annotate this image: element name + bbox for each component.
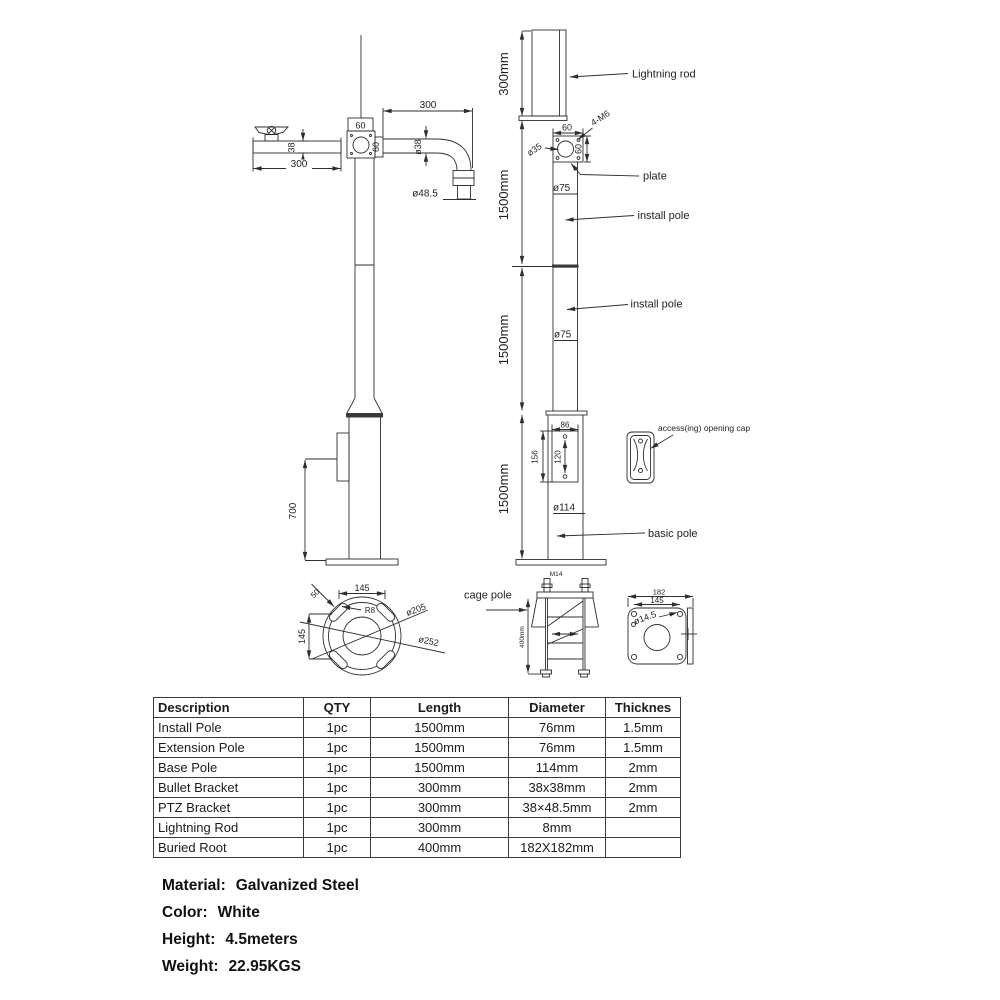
dim-d38: ø38 — [413, 139, 423, 155]
dim-d205: ø205 — [404, 601, 428, 618]
dim-1500-middle: 1500mm — [496, 314, 511, 366]
dim-d252: ø252 — [417, 634, 440, 649]
header-description: Description — [154, 698, 304, 718]
basic-pole-flange — [546, 411, 587, 415]
spec-weight-label: Weight: — [162, 958, 219, 975]
dim-d75-upper: ø75 — [553, 183, 571, 194]
cell-thickness: 2mm — [606, 798, 681, 818]
header-thickness: Thicknes — [606, 698, 681, 718]
cell-description: Base Pole — [154, 758, 304, 778]
dim-300-right: 300 — [419, 100, 437, 111]
cell-description: Lightning Rod — [154, 818, 304, 838]
product-specs — [162, 872, 359, 980]
dim-120: 120 — [553, 450, 563, 464]
spec-material-value: Galvanized Steel — [235, 877, 359, 894]
dim-700: 700 — [288, 502, 299, 520]
cell-qty: 1pc — [304, 758, 371, 778]
left-base-plate — [326, 559, 398, 565]
cell-description: PTZ Bracket — [154, 798, 304, 818]
dim-145-top: 145 — [354, 583, 370, 593]
lightning-rod-section — [532, 30, 566, 116]
dim-38: 38 — [286, 142, 297, 153]
bolt-hole — [677, 611, 682, 616]
cell-length: 400mm — [371, 838, 509, 858]
cell-length: 300mm — [371, 778, 509, 798]
cell-diameter: 38×48.5mm — [509, 798, 606, 818]
bolt-hole — [677, 654, 682, 659]
dim-50: 50 — [308, 587, 322, 601]
cell-qty: 1pc — [304, 838, 371, 858]
cell-thickness: 1.5mm — [606, 738, 681, 758]
dim-156: 156 — [530, 450, 540, 464]
bullet-bracket-arm — [253, 141, 341, 153]
cell-diameter: 38x38mm — [509, 778, 606, 798]
cell-thickness — [606, 818, 681, 838]
spec-height-label: Height: — [162, 931, 216, 948]
cell-thickness: 2mm — [606, 778, 681, 798]
cell-length: 1500mm — [371, 738, 509, 758]
label-4-m6: 4-M6 — [589, 108, 612, 128]
dim-d14-5: ø14.5 — [632, 609, 658, 627]
dim-d75-middle: ø75 — [554, 329, 572, 341]
dim-60-top: 60 — [561, 122, 573, 133]
spec-material — [162, 872, 359, 899]
cage-pole-detail — [464, 571, 599, 677]
table-row — [154, 738, 681, 758]
label-cage-pole: cage pole — [464, 589, 512, 602]
spec-weight-value: 22.95KGS — [228, 958, 301, 975]
table-row — [154, 718, 681, 738]
cell-qty: 1pc — [304, 778, 371, 798]
header-diameter: Diameter — [509, 698, 606, 718]
cell-length: 300mm — [371, 818, 509, 838]
access-door — [337, 433, 349, 481]
cell-qty: 1pc — [304, 818, 371, 838]
cage-top-plate — [537, 592, 593, 598]
header-qty: QTY — [304, 698, 371, 718]
header-length: Length — [371, 698, 509, 718]
cell-diameter: 114mm — [509, 758, 606, 778]
table-row — [154, 758, 681, 778]
cell-thickness — [606, 838, 681, 858]
dim-d114: ø114 — [553, 502, 576, 514]
dim-300-left: 300 — [290, 159, 308, 170]
cell-description: Bullet Bracket — [154, 778, 304, 798]
dim-145-left: 145 — [297, 628, 307, 645]
cell-diameter: 182X182mm — [509, 838, 606, 858]
plate-outer-circle — [323, 597, 401, 675]
dim-300mm: 300mm — [496, 52, 511, 96]
spec-table — [153, 697, 681, 858]
spec-color-value: White — [217, 904, 260, 921]
dim-r8: R8 — [364, 606, 376, 615]
cell-length: 300mm — [371, 798, 509, 818]
left-pole-assembly-view — [253, 35, 476, 565]
square-plate-detail — [628, 588, 697, 665]
cell-length: 1500mm — [371, 718, 509, 738]
bracket-box-hole — [353, 137, 369, 153]
camera-mount — [255, 126, 288, 141]
pole-joint — [552, 265, 579, 268]
cell-qty: 1pc — [304, 798, 371, 818]
cell-description: Install Pole — [154, 718, 304, 738]
cell-diameter: 76mm — [509, 718, 606, 738]
spec-weight — [162, 953, 359, 980]
dim-86: 86 — [560, 420, 570, 430]
table-header-row — [154, 698, 681, 718]
spec-height-value: 4.5meters — [225, 931, 298, 948]
dim-60-side: 60 — [573, 143, 584, 155]
table-row — [154, 838, 681, 858]
pole-collar — [346, 413, 383, 418]
cell-length: 1500mm — [371, 758, 509, 778]
label-lightning-rod: Lightning rod — [632, 68, 696, 81]
dim-1500-lower: 1500mm — [496, 463, 511, 515]
dim-d35: ø35 — [525, 141, 544, 158]
spec-color — [162, 899, 359, 926]
cell-qty: 1pc — [304, 738, 371, 758]
base-plate-top-view — [297, 583, 445, 675]
anchor-bolt — [582, 579, 588, 593]
dim-1500-upper: 1500mm — [496, 169, 511, 221]
dim-60-side: 60 — [371, 141, 381, 153]
cell-description: Extension Pole — [154, 738, 304, 758]
table-row — [154, 778, 681, 798]
spec-material-label: Material: — [162, 877, 226, 894]
label-install-pole-middle: install pole — [630, 298, 683, 311]
label-plate: plate — [643, 170, 667, 183]
anchor-bolt — [544, 579, 550, 593]
dim-d48-5: ø48.5 — [412, 188, 438, 200]
spec-height — [162, 926, 359, 953]
dim-400mm: 400mm — [519, 626, 526, 648]
dim-60-top: 60 — [355, 120, 366, 131]
center-hole — [644, 625, 670, 651]
dim-145: 145 — [650, 596, 664, 605]
cell-qty: 1pc — [304, 718, 371, 738]
cell-diameter: 76mm — [509, 738, 606, 758]
bolt-hole — [631, 654, 636, 659]
cell-description: Buried Root — [154, 838, 304, 858]
access-cap-detail — [627, 432, 654, 483]
right-pole-exploded-view — [496, 30, 750, 565]
cell-diameter: 8mm — [509, 818, 606, 838]
dim-m14: M14 — [549, 571, 563, 578]
cell-thickness: 2mm — [606, 758, 681, 778]
label-access-cap: access(ing) opening cap — [658, 423, 751, 433]
right-base-plate — [516, 560, 606, 566]
dim-182: 182 — [652, 587, 666, 597]
cell-thickness: 1.5mm — [606, 718, 681, 738]
table-row — [154, 798, 681, 818]
spec-color-label: Color: — [162, 904, 208, 921]
table-row — [154, 818, 681, 838]
label-install-pole-upper: install pole — [637, 210, 690, 222]
label-basic-pole: basic pole — [648, 528, 698, 540]
